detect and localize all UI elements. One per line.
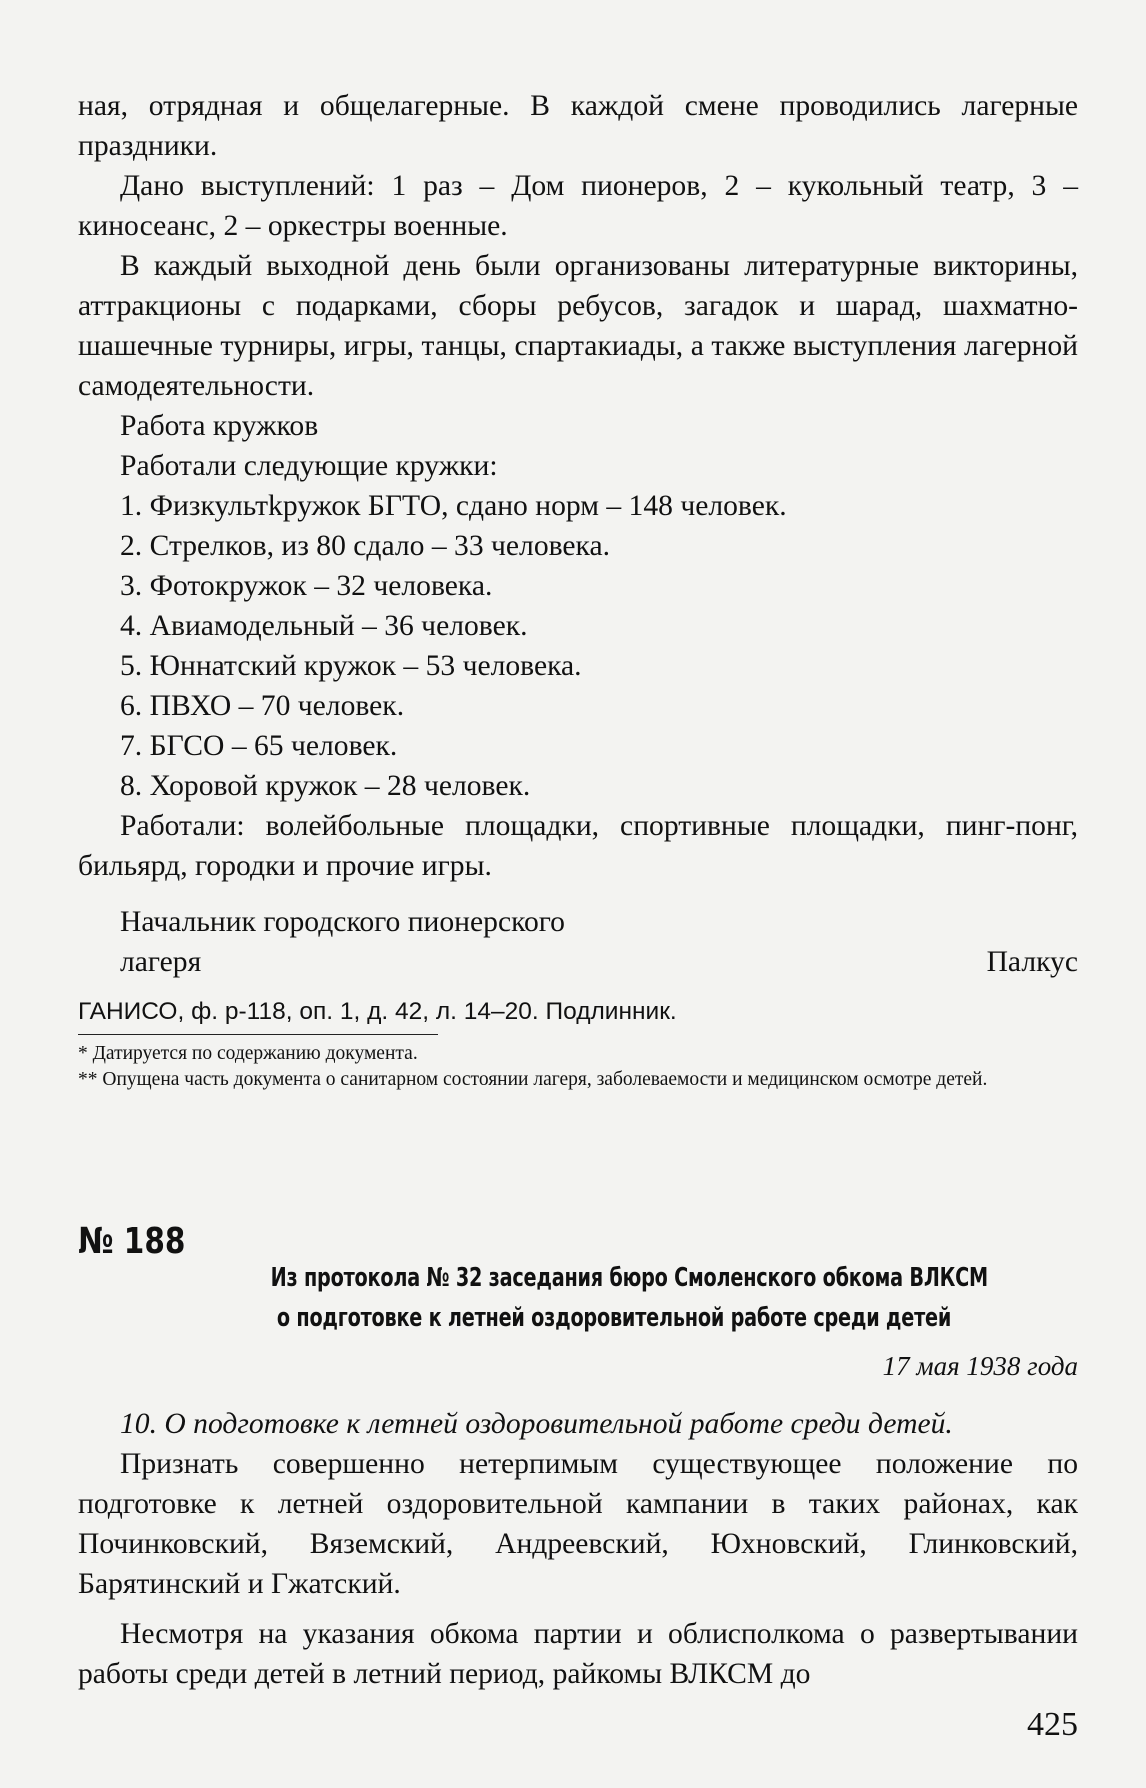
page-number: 425 [1027, 1706, 1078, 1743]
list-item: 8. Хоровой кружок – 28 человек. [120, 770, 531, 802]
list-item: 4. Авиамодельный – 36 человек. [120, 610, 528, 642]
paragraph: В каждый выходной день были организованы литературные викторины, аттракционы с подарками, сборы ребусов, загадок и шарад, шахматно-шашечные турниры, игры, танцы, спартакиады, а также выступления лагерной самодеятельности. [78, 250, 1078, 402]
list-item: 2. Стрелков, из 80 сдало – 33 человека. [120, 530, 611, 562]
signature-title: Начальник городского пионерского [120, 906, 565, 938]
document-title-line: Из протокола № 32 заседания бюро Смоленского обкома ВЛКСМ [270, 1263, 988, 1293]
document-title-line: о подготовке к летней оздоровительной работе среди детей [276, 1303, 952, 1333]
footnote: ** Опущена часть документа о санитарном состоянии лагеря, заболеваемости и медицинском осмотре детей. [78, 1069, 988, 1090]
paragraph: Несмотря на указания обкома партии и облисполкома о развертывании работы среди детей в летний период, райкомы ВЛКСМ до [78, 1618, 1078, 1690]
paragraph: ная, отрядная и общелагерные. В каждой смене проводились лагерные праздники. [78, 90, 1078, 162]
list-item: 3. Фотокружок – 32 человека. [120, 570, 493, 602]
list-item: 1. Физкультkружок БГТО, сдано норм – 148 человек. [120, 490, 787, 522]
paragraph: Работали следующие кружки: [120, 450, 498, 482]
document-date: 17 мая 1938 года [882, 1351, 1078, 1381]
document-number: № 188 [78, 1221, 186, 1262]
signature-block [78, 902, 1078, 982]
report-continuation [78, 86, 1078, 1093]
section-heading: Работа кружков [120, 410, 319, 442]
footnote: * Датируется по содержанию документа. [78, 1043, 418, 1064]
document-title [150, 1258, 1078, 1338]
signature-name: Палкус [986, 946, 1078, 978]
list-item: 7. БГСО – 65 человек. [120, 730, 398, 762]
list-item: 5. Юннатский кружок – 53 человека. [120, 650, 582, 682]
archive-reference: ГАНИСО, ф. р-118, оп. 1, д. 42, л. 14–20. Подлинник. [78, 998, 677, 1025]
document-body [78, 1404, 1078, 1694]
paragraph: Работали: волейбольные площадки, спортивные площадки, пинг-понг, бильярд, городки и прочие игры. [78, 810, 1078, 882]
circles-list [78, 486, 1078, 806]
agenda-item: 10. О подготовке к летней оздоровительной работе среди детей. [120, 1408, 953, 1440]
list-item: 6. ПВХО – 70 человек. [120, 690, 405, 722]
paragraph: Признать совершенно нетерпимым существующее положение по подготовке к летней оздоровительной кампании в таких районах, как Починковский, Вяземский, Андреевский, Юхновский, Глинковский, Барятинский и Гжатский. [78, 1448, 1078, 1600]
signature-title-cont: лагеря [120, 946, 202, 978]
paragraph: Дано выступлений: 1 раз – Дом пионеров, 2 – кукольный театр, 3 – киносеанс, 2 – оркестры военные. [78, 170, 1078, 242]
